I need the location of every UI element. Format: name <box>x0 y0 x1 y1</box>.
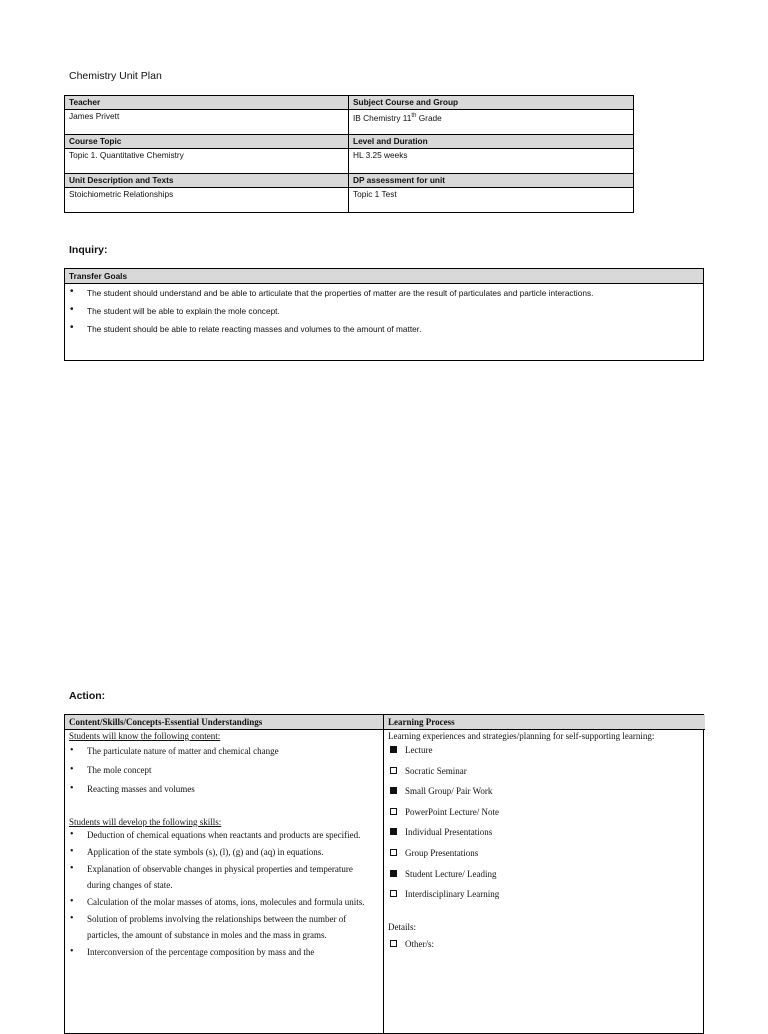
transfer-goal-item: • The student should be able to relate reacting masses and volumes to the amount of matter. <box>65 323 703 341</box>
overview-header-row <box>65 174 634 188</box>
course-topic-label: Course Topic <box>65 135 349 149</box>
subject-course-label: Subject Course and Group <box>349 96 634 110</box>
details-label: Details: <box>388 921 416 932</box>
teacher-value: James Privett <box>65 110 349 135</box>
overview-value-row <box>65 110 634 135</box>
checkbox-icon <box>390 849 397 856</box>
checkbox-icon <box>390 828 397 835</box>
learning-process-option: PowerPoint Lecture/ Note <box>388 806 705 827</box>
skill-item: • Deduction of chemical equations when reactants and products are specified. <box>65 827 383 843</box>
learning-process-option: Group Presentations <box>388 847 705 868</box>
subject-course-value: IB Chemistry 11th Grade <box>349 110 634 135</box>
dp-assessment-value: Topic 1 Test <box>349 188 634 213</box>
skill-item: • Interconversion of the percentage composition by mass and the <box>65 944 383 960</box>
skills-intro: Students will develop the following skills: <box>69 817 222 827</box>
learning-process-option: Individual Presentations <box>388 826 705 847</box>
checkbox-icon <box>390 808 397 815</box>
learning-process-intro: Learning experiences and strategies/planning for self-supporting learning: <box>388 731 655 741</box>
level-duration-value: HL 3.25 weeks <box>349 149 634 174</box>
transfer-goals-header: Transfer Goals <box>65 269 703 284</box>
checkbox-icon <box>390 940 397 947</box>
dp-assessment-label: DP assessment for unit <box>349 174 634 188</box>
learning-process-option: Lecture <box>388 744 705 765</box>
content-item: • Reacting masses and volumes <box>65 781 383 797</box>
skills-list <box>65 827 383 960</box>
unit-description-value: Stoichiometric Relationships <box>65 188 349 213</box>
transfer-goal-item: • The student will be able to explain the mole concept. <box>65 305 703 323</box>
content-intro: Students will know the following content: <box>69 731 221 741</box>
course-topic-value: Topic 1. Quantitative Chemistry <box>65 149 349 174</box>
transfer-goals-list <box>65 287 703 341</box>
essential-understandings-header: Content/Skills/Concepts-Essential Understandings <box>65 715 383 730</box>
checkbox-icon <box>390 787 397 794</box>
unit-overview-table <box>64 95 634 213</box>
inquiry-heading: Inquiry: <box>69 244 108 256</box>
unit-description-label: Unit Description and Texts <box>65 174 349 188</box>
essential-understandings-column <box>65 715 384 1033</box>
checkbox-icon <box>390 870 397 877</box>
overview-value-row <box>65 149 634 174</box>
learning-process-header: Learning Process <box>384 715 705 730</box>
transfer-goals-table <box>64 268 704 361</box>
skill-item: • Explanation of observable changes in physical properties and temperature during changes of state. <box>65 861 383 893</box>
other-list <box>388 938 705 959</box>
content-item: • The particulate nature of matter and chemical change <box>65 743 383 759</box>
skill-item: • Solution of problems involving the relationships between the number of particles, the amount of substance in moles and the mass in grams. <box>65 911 383 943</box>
overview-header-row <box>65 96 634 110</box>
transfer-goal-item: • The student should understand and be able to articulate that the properties of matter are the result of particulates and particle interactions. <box>65 287 703 305</box>
level-duration-label: Level and Duration <box>349 135 634 149</box>
action-table <box>64 714 704 1034</box>
teacher-label: Teacher <box>65 96 349 110</box>
checkbox-icon <box>390 890 397 897</box>
learning-process-column <box>384 715 705 1033</box>
learning-process-option: Student Lecture/ Leading <box>388 868 705 889</box>
document-title: Chemistry Unit Plan <box>69 70 162 82</box>
learning-process-option: Socratic Seminar <box>388 765 705 786</box>
content-list <box>65 743 383 797</box>
skill-item: • Calculation of the molar masses of atoms, ions, molecules and formula units. <box>65 894 383 910</box>
learning-process-option: Small Group/ Pair Work <box>388 785 705 806</box>
learning-process-list <box>388 744 705 909</box>
content-item: • The mole concept <box>65 762 383 778</box>
other-option: Other/s: <box>388 938 705 959</box>
overview-header-row <box>65 135 634 149</box>
learning-process-option: Interdisciplinary Learning <box>388 888 705 909</box>
overview-value-row <box>65 188 634 213</box>
action-heading: Action: <box>69 690 106 702</box>
checkbox-icon <box>390 767 397 774</box>
checkbox-icon <box>390 746 397 753</box>
skill-item: • Application of the state symbols (s), (l), (g) and (aq) in equations. <box>65 844 383 860</box>
